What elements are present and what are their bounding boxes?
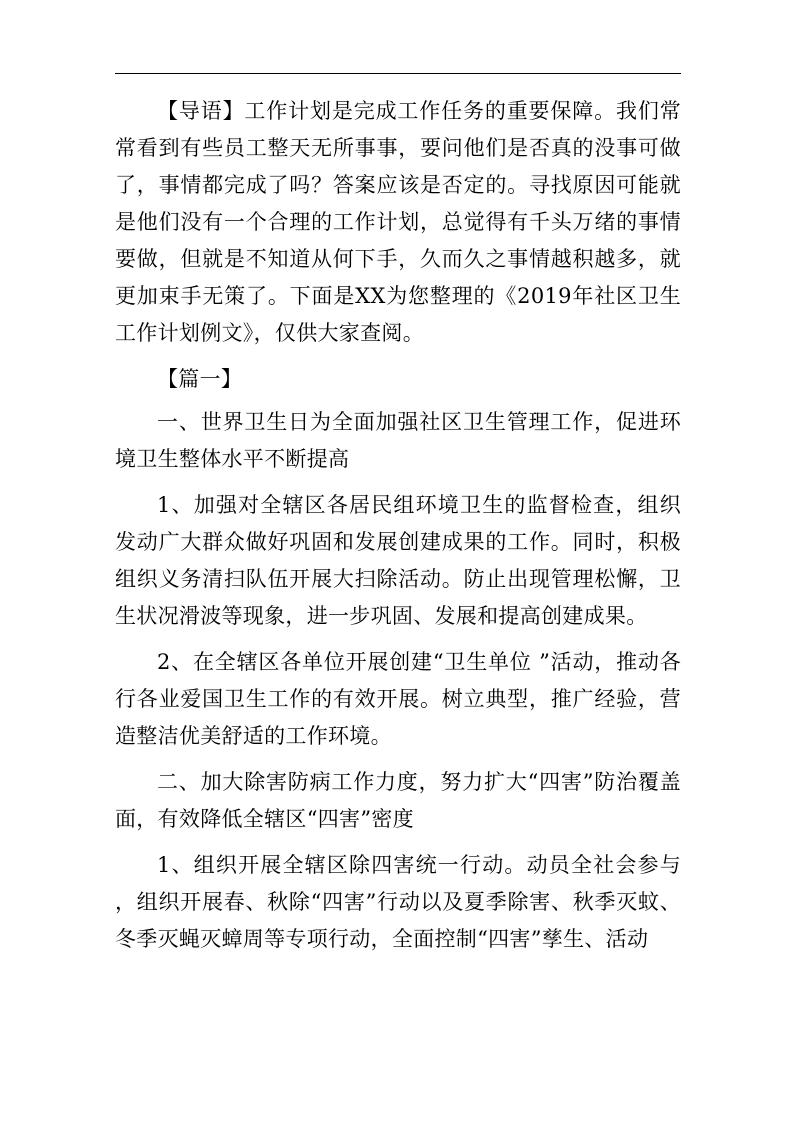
item-1-1: 1、加强对全辖区各居民组环境卫生的监督检查，组织发动广大群众做好巩固和发展创建成果的工作。同时，积极组织义务清扫队伍开展大扫除活动。防止出现管理松懈，卫生状况滑波等现象，进一步巩固、发展和提高创建成果。 xyxy=(115,493,681,628)
intro-paragraph: 【导语】工作计划是完成工作任务的重要保障。我们常常看到有些员工整天无所事事，要问他们是否真的没事可做了，事情都完成了吗？答案应该是否定的。寻找原因可能就是他们没有一个合理的工作计划，总觉得有千头万绪的事情要做，但就是不知道从何下手，久而久之事情越积越多，就更加束手无策了。下面是XX为您整理的《2019年社区卫生工作计划例文》，仅供大家查阅。 xyxy=(115,99,681,345)
heading-one: 一、世界卫生日为全面加强社区卫生管理工作，促进环境卫生整体水平不断提高 xyxy=(115,410,681,471)
header-rule xyxy=(115,73,681,74)
item-2-1: 1、组织开展全辖区除四害统一行动。动员全社会参与 ，组织开展春、秋除“四害”行动以及夏季除害、秋季灭蚊、冬季灭蝇灭蟑周等专项行动，全面控制“四害”孳生、活动 xyxy=(115,853,681,951)
section-heading: 【篇一】 xyxy=(157,367,243,391)
document-body xyxy=(115,93,681,967)
item-1-2: 2、在全辖区各单位开展创建“卫生单位 ”活动，推动各行各业爱国卫生工作的有效开展。树立典型，推广经验，营造整洁优美舒适的工作环境。 xyxy=(115,650,681,748)
heading-two: 二、加大除害防病工作力度，努力扩大“四害”防治覆盖面，有效降低全辖区“四害”密度 xyxy=(115,770,681,831)
